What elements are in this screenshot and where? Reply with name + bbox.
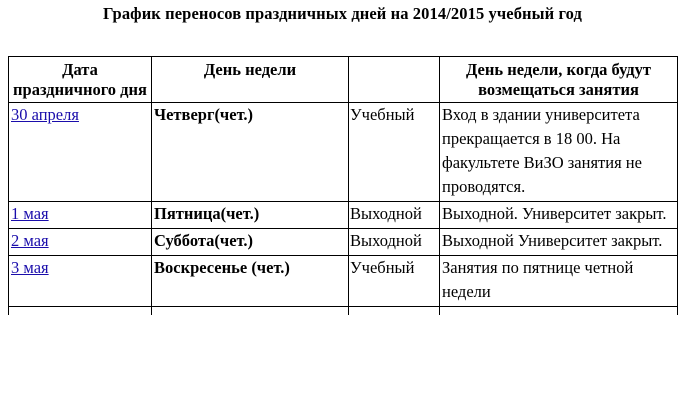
- day-type-cell: Выходной: [349, 229, 440, 256]
- header-holiday-date: Дата праздничного дня: [9, 57, 152, 103]
- date-link[interactable]: 30 апреля: [11, 105, 79, 124]
- page-title: График переносов праздничных дней на 2014/2015 учебный год: [103, 4, 582, 23]
- date-cell: [9, 202, 152, 229]
- header-day-type: [349, 57, 440, 103]
- day-type-cell: Учебный: [349, 103, 440, 202]
- table-row: [9, 202, 678, 229]
- date-link[interactable]: 2 мая: [11, 231, 49, 250]
- holiday-schedule-table: [8, 56, 678, 315]
- note-cell: Занятия по пятнице четной недели: [440, 256, 678, 307]
- date-cell: [9, 103, 152, 202]
- weekday-cell: Четверг(чет.): [152, 103, 349, 202]
- weekday-cell: Суббота(чет.): [152, 229, 349, 256]
- weekday-cell: Воскресенье (чет.): [152, 256, 349, 307]
- header-makeup-day: День недели, когда будут возмещаться занятия: [440, 57, 678, 103]
- day-type-cell: Выходной: [349, 202, 440, 229]
- weekday-cell: Пятница(чет.): [152, 202, 349, 229]
- day-type-cell: Учебный: [349, 256, 440, 307]
- header-weekday: День недели: [152, 57, 349, 103]
- date-link[interactable]: 1 мая: [11, 204, 49, 223]
- date-cell: [9, 229, 152, 256]
- note-cell: Выходной Университет закрыт.: [440, 229, 678, 256]
- table-header-row: [9, 57, 678, 103]
- table-row: [9, 256, 678, 307]
- note-cell: Вход в здании университета прекращается в 18 00. На факультете ВиЗО занятия не проводятся.: [440, 103, 678, 202]
- table-row-cutoff: [9, 307, 678, 316]
- date-cell: [9, 256, 152, 307]
- table-row: [9, 229, 678, 256]
- date-link[interactable]: 3 мая: [11, 258, 49, 277]
- table-row: [9, 103, 678, 202]
- note-cell: Выходной. Университет закрыт.: [440, 202, 678, 229]
